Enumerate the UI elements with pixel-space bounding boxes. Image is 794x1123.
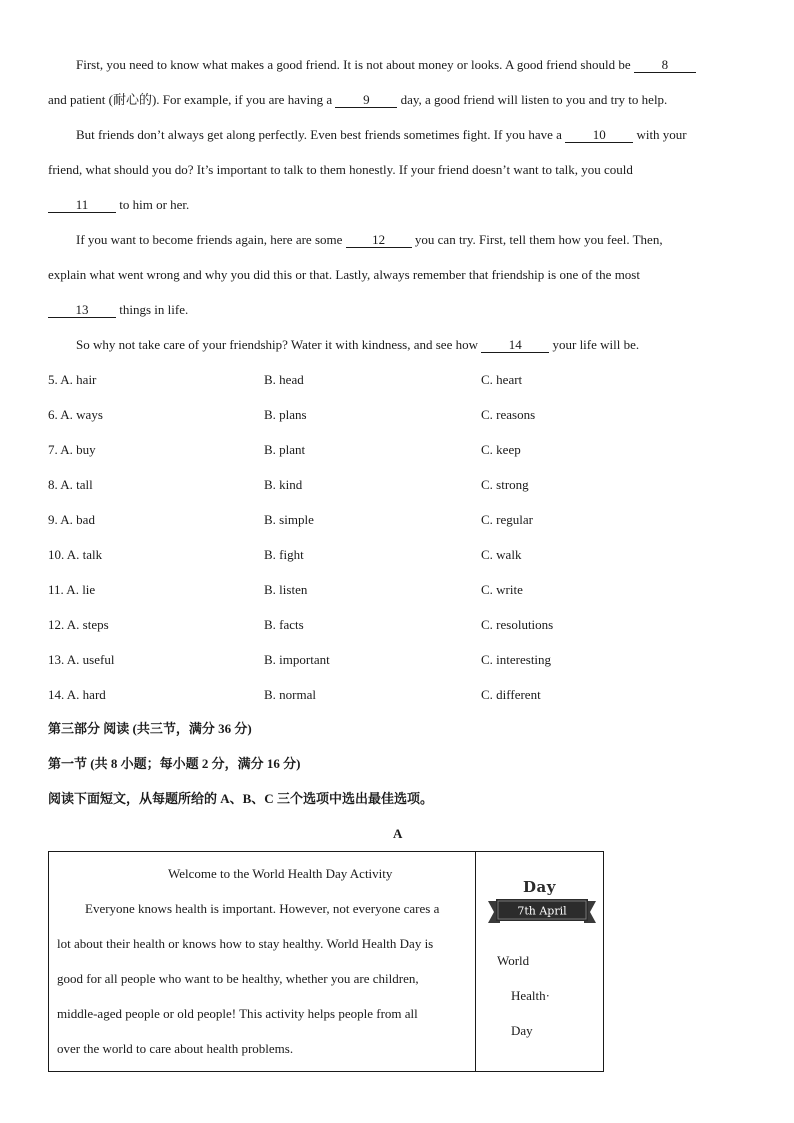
passage-text: But friends don’t always get along perfectly. Even best friends sometimes fight. If you have a [76,127,562,142]
section-title: 第三部分 阅读 (共三节，满分 36 分) [48,721,252,736]
option-c: C. reasons [481,407,536,422]
option-b: B. facts [264,617,304,632]
passage-line [48,266,640,284]
option-c: C. walk [481,547,522,562]
notice-line: lot about their health or knows how to stay healthy. World Health Day is [57,936,434,951]
passage-text: explain what went wrong and why you did this or that. Lastly, always remember that friendship is one of the most [48,267,640,282]
option-a: 12. A. steps [48,617,109,632]
banner-day-text: Day [523,878,556,896]
option-c: C. interesting [481,652,552,667]
passage-line [76,336,639,354]
option-a: 8. A. tall [48,477,93,492]
notice-title: Welcome to the World Health Day Activity [168,866,393,881]
option-a: 11. A. lie [48,582,96,597]
option-b: B. head [264,372,304,387]
passage-text: and patient (耐心的). For example, if you are having a [48,92,333,107]
blank-12: 12 [346,232,412,248]
subsection-title: 第一节 (共 8 小题；每小题 2 分，满分 16 分) [48,756,301,771]
option-a: 10. A. talk [48,547,103,562]
option-c: C. keep [481,442,521,457]
passage-line [48,161,633,179]
ribbon-graphic [486,898,598,926]
blank-8: 8 [634,57,696,73]
option-c: C. resolutions [481,617,554,632]
passage-text: day, a good friend will listen to you and try to help. [400,92,668,107]
blank-9: 9 [335,92,397,108]
blank-11: 11 [48,197,116,213]
option-b: B. normal [264,687,316,702]
passage-text: First, you need to know what makes a good friend. It is not about money or looks. A good friend should be [76,57,631,72]
blank-10: 10 [565,127,633,143]
option-a: 6. A. ways [48,407,103,422]
blank-14: 14 [481,337,549,353]
passage-text: to him or her. [119,197,190,212]
ribbon-text: 7th April [517,904,567,918]
passage-text: If you want to become friends again, here are some [76,232,343,247]
banner-word-day: Day [511,1023,533,1038]
passage-text: things in life. [119,302,189,317]
option-a: 13. A. useful [48,652,115,667]
notice-line: over the world to care about health problems. [57,1041,294,1056]
option-b: B. important [264,652,330,667]
option-a: 7. A. buy [48,442,96,457]
option-c: C. regular [481,512,533,527]
passage-label: A [393,826,403,841]
option-b: B. plant [264,442,306,457]
option-c: C. different [481,687,541,702]
option-b: B. plans [264,407,307,422]
passage-line [76,56,696,74]
passage-text: friend, what should you do? It’s important to talk to them honestly. If your friend doesn’t want to talk, you could [48,162,633,177]
instruction-text: 阅读下面短文，从每题所给的 A、B、C 三个选项中选出最佳选项。 [48,791,433,806]
passage-text: you can try. First, tell them how you feel. Then, [414,232,663,247]
passage-line [48,301,188,319]
passage-text: with your [636,127,687,142]
option-a: 9. A. bad [48,512,95,527]
passage-text: your life will be. [552,337,640,352]
banner-word-health: Health· [511,988,550,1003]
option-c: C. strong [481,477,529,492]
passage-line [76,231,663,249]
notice-line: good for all people who want to be healthy, whether you are children, [57,971,419,986]
table-divider [475,852,476,1071]
option-c: C. heart [481,372,523,387]
passage-text: So why not take care of your friendship? Water it with kindness, and see how [76,337,478,352]
option-b: B. simple [264,512,314,527]
passage-line [76,126,687,144]
passage-line [48,196,189,214]
banner-word-world: World [497,953,530,968]
notice-line: middle-aged people or old people! This activity helps people from all [57,1006,418,1021]
option-c: C. write [481,582,523,597]
passage-line [48,91,667,109]
blank-13: 13 [48,302,116,318]
option-b: B. kind [264,477,303,492]
option-a: 14. A. hard [48,687,106,702]
option-a: 5. A. hair [48,372,97,387]
option-b: B. listen [264,582,308,597]
notice-line: Everyone knows health is important. However, not everyone cares a [85,901,440,916]
option-b: B. fight [264,547,304,562]
